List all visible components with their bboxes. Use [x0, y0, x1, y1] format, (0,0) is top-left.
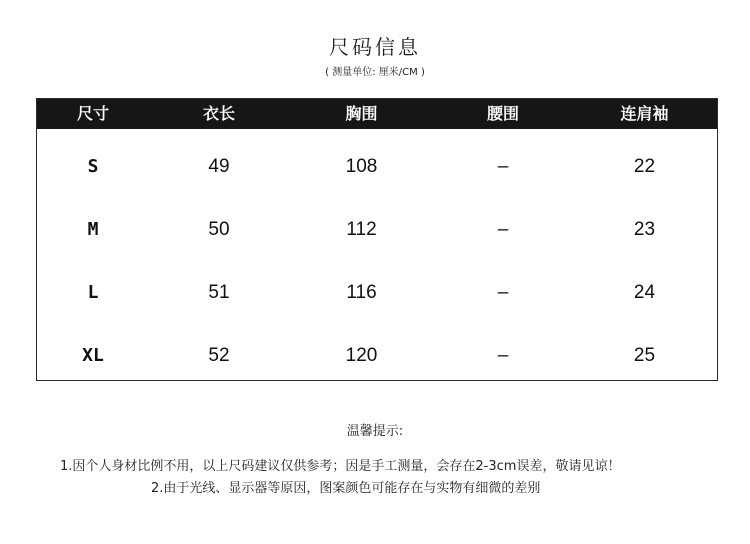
length-cell: 49	[208, 156, 230, 177]
sleeve-cell: 24	[633, 282, 656, 303]
waist-cell: –	[497, 282, 509, 303]
waist-cell: –	[497, 345, 509, 366]
notes-title: 温馨提示:	[346, 424, 404, 439]
table-row	[37, 336, 717, 376]
sleeve-cell: 25	[633, 345, 656, 366]
column-header-waist: 腰围	[486, 104, 519, 123]
sleeve-cell: 23	[633, 219, 656, 240]
measurement-unit-note: ( 测量单位: 厘米/CM )	[325, 67, 425, 78]
note-line: 1.因个人身材比例不用，以上尺码建议仅供参考；因是手工测量，会存在2-3cm误差，敬请见谅！	[60, 459, 621, 474]
length-cell: 51	[208, 282, 230, 303]
size-cell: S	[87, 156, 99, 177]
chest-cell: 112	[346, 219, 377, 240]
length-cell: 52	[208, 345, 230, 366]
waist-cell: –	[497, 156, 509, 177]
size-cell: M	[87, 219, 99, 240]
sleeve-cell: 22	[633, 156, 656, 177]
chest-cell: 108	[345, 156, 378, 177]
waist-cell: –	[497, 219, 509, 240]
table-row	[37, 210, 717, 250]
column-header-chest: 胸围	[345, 104, 378, 123]
chest-cell: 120	[345, 345, 378, 366]
column-header-size: 尺寸	[76, 104, 109, 123]
size-cell: XL	[82, 345, 104, 366]
chest-cell: 116	[346, 282, 377, 303]
table-row	[37, 147, 717, 187]
page-title: 尺码信息	[329, 35, 421, 59]
length-cell: 50	[208, 219, 230, 240]
table-header-row	[37, 99, 717, 129]
size-table	[36, 98, 718, 381]
column-header-length: 衣长	[202, 104, 235, 123]
column-header-sleeve: 连肩袖	[620, 104, 669, 123]
note-line: 2.由于光线、显示器等原因，图案颜色可能存在与实物有细微的差别	[151, 481, 541, 496]
size-cell: L	[87, 282, 99, 303]
table-row	[37, 273, 717, 313]
